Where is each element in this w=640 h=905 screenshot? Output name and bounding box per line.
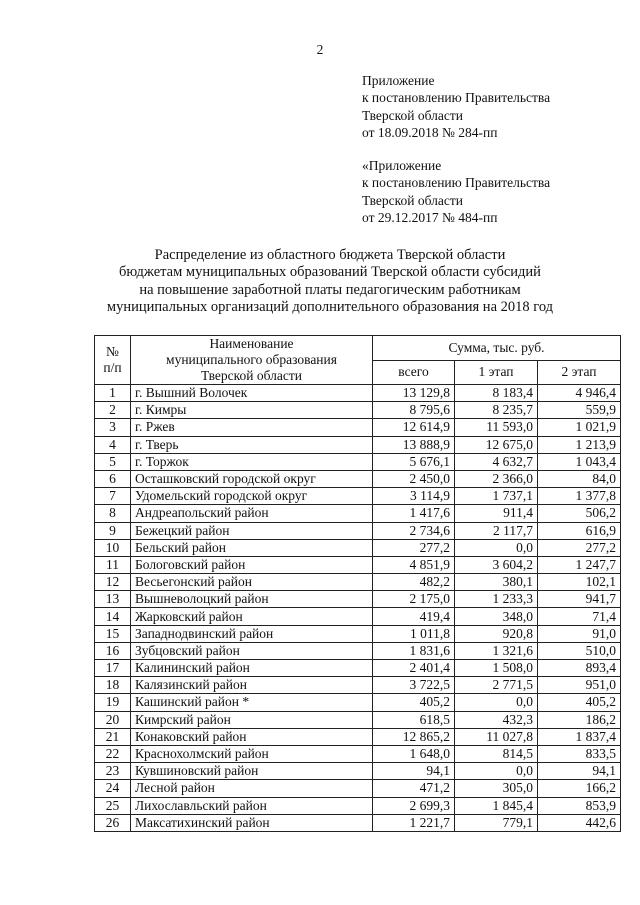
row-number: 21 <box>95 728 131 745</box>
municipality-name: Кимрский район <box>131 711 373 728</box>
municipality-name: Конаковский район <box>131 728 373 745</box>
amount-stage-2: 506,2 <box>538 505 621 522</box>
row-number: 11 <box>95 556 131 573</box>
municipality-name: Кашинский район * <box>131 694 373 711</box>
row-number: 22 <box>95 745 131 762</box>
appendix-line: «Приложение <box>362 158 442 173</box>
header-stage-2: 2 этап <box>538 360 621 385</box>
amount-total: 2 699,3 <box>373 797 455 814</box>
municipality-name: Лесной район <box>131 780 373 797</box>
amount-stage-1: 8 183,4 <box>455 385 538 402</box>
municipality-name: Максатихинский район <box>131 814 373 831</box>
municipality-name: г. Тверь <box>131 436 373 453</box>
table-row <box>95 402 621 419</box>
amount-stage-1: 12 675,0 <box>455 436 538 453</box>
header-name <box>131 336 373 385</box>
row-number: 10 <box>95 539 131 556</box>
amount-stage-2: 1 213,9 <box>538 436 621 453</box>
table-row <box>95 780 621 797</box>
appendix-line: к постановлению Правительства <box>362 90 551 106</box>
amount-stage-1: 0,0 <box>455 763 538 780</box>
amount-stage-1: 0,0 <box>455 694 538 711</box>
row-number: 5 <box>95 453 131 470</box>
table-row <box>95 711 621 728</box>
row-number: 15 <box>95 625 131 642</box>
amount-total: 5 676,1 <box>373 453 455 470</box>
amount-stage-2: 71,4 <box>538 608 621 625</box>
amount-stage-2: 616,9 <box>538 522 621 539</box>
amount-stage-2: 833,5 <box>538 745 621 762</box>
municipality-name: Зубцовский район <box>131 642 373 659</box>
amount-stage-1: 348,0 <box>455 608 538 625</box>
amount-stage-2: 559,9 <box>538 402 621 419</box>
amount-total: 8 795,6 <box>373 402 455 419</box>
municipality-name: г. Ржев <box>131 419 373 436</box>
amount-stage-1: 305,0 <box>455 780 538 797</box>
header-total: всего <box>373 360 455 385</box>
table-row <box>95 677 621 694</box>
amount-total: 2 734,6 <box>373 522 455 539</box>
amount-stage-2: 1 247,7 <box>538 556 621 573</box>
amount-stage-2: 510,0 <box>538 642 621 659</box>
amount-total: 12 614,9 <box>373 419 455 436</box>
table-row <box>95 539 621 556</box>
amount-stage-1: 779,1 <box>455 814 538 831</box>
amount-stage-1: 1 321,6 <box>455 642 538 659</box>
header-name-line: Тверской области <box>201 368 302 383</box>
municipality-name: Лихославльский район <box>131 797 373 814</box>
appendix-line: Тверской области <box>362 107 463 123</box>
table-row <box>95 642 621 659</box>
amount-stage-1: 11 027,8 <box>455 728 538 745</box>
amount-total: 618,5 <box>373 711 455 728</box>
document-title <box>60 247 600 317</box>
amount-stage-1: 0,0 <box>455 539 538 556</box>
municipality-name: Жарковский район <box>131 608 373 625</box>
row-number: 12 <box>95 574 131 591</box>
amount-total: 1 221,7 <box>373 814 455 831</box>
row-number: 14 <box>95 608 131 625</box>
row-number: 25 <box>95 797 131 814</box>
row-number: 3 <box>95 419 131 436</box>
header-sum: Сумма, тыс. руб. <box>373 336 621 361</box>
municipality-name: г. Вышний Волочек <box>131 385 373 402</box>
table-header-row <box>95 336 621 361</box>
table-row <box>95 660 621 677</box>
row-number: 20 <box>95 711 131 728</box>
amount-stage-1: 1 233,3 <box>455 591 538 608</box>
row-number: 1 <box>95 385 131 402</box>
amount-total: 12 865,2 <box>373 728 455 745</box>
table-body <box>95 385 621 832</box>
row-number: 8 <box>95 505 131 522</box>
table-row <box>95 814 621 831</box>
table-row <box>95 385 621 402</box>
amount-total: 277,2 <box>373 539 455 556</box>
municipality-name: Бельский район <box>131 539 373 556</box>
header-name-line: муниципального образования <box>166 352 337 367</box>
municipality-name: Калининский район <box>131 660 373 677</box>
table-row <box>95 556 621 573</box>
amount-stage-2: 1 043,4 <box>538 453 621 470</box>
municipality-name: Удомельский городской округ <box>131 488 373 505</box>
amount-stage-1: 8 235,7 <box>455 402 538 419</box>
title-line: Распределение из областного бюджета Тверской области <box>154 247 506 263</box>
municipality-name: г. Торжок <box>131 453 373 470</box>
appendix-line: от 29.12.2017 № 484-пп <box>362 210 498 226</box>
header-number-line: № <box>106 344 119 359</box>
amount-stage-2: 166,2 <box>538 780 621 797</box>
header-name-line: Наименование <box>209 336 294 351</box>
row-number: 2 <box>95 402 131 419</box>
amount-stage-1: 3 604,2 <box>455 556 538 573</box>
table-row <box>95 763 621 780</box>
table-row <box>95 797 621 814</box>
amount-stage-2: 405,2 <box>538 694 621 711</box>
amount-total: 1 417,6 <box>373 505 455 522</box>
amount-stage-2: 1 021,9 <box>538 419 621 436</box>
table-row <box>95 453 621 470</box>
municipality-name: Бологовский район <box>131 556 373 573</box>
amount-stage-1: 2 771,5 <box>455 677 538 694</box>
appendix-block-current <box>362 72 632 142</box>
amount-stage-2: 277,2 <box>538 539 621 556</box>
amount-total: 419,4 <box>373 608 455 625</box>
amount-stage-2: 91,0 <box>538 625 621 642</box>
amount-total: 13 129,8 <box>373 385 455 402</box>
row-number: 18 <box>95 677 131 694</box>
amount-stage-2: 893,4 <box>538 660 621 677</box>
amount-total: 1 011,8 <box>373 625 455 642</box>
amount-stage-1: 2 117,7 <box>455 522 538 539</box>
amount-total: 2 401,4 <box>373 660 455 677</box>
amount-total: 1 831,6 <box>373 642 455 659</box>
table-row <box>95 419 621 436</box>
amount-total: 3 114,9 <box>373 488 455 505</box>
amount-stage-1: 1 845,4 <box>455 797 538 814</box>
table-row <box>95 694 621 711</box>
subsidy-distribution-table <box>94 335 621 832</box>
page-number: 2 <box>316 42 324 57</box>
row-number: 6 <box>95 470 131 487</box>
amount-stage-2: 186,2 <box>538 711 621 728</box>
row-number: 16 <box>95 642 131 659</box>
appendix-line: от 18.09.2018 № 284-пп <box>362 125 498 141</box>
title-line: муниципальных организаций дополнительного образования на 2018 год <box>106 299 554 316</box>
amount-total: 2 450,0 <box>373 470 455 487</box>
amount-stage-2: 853,9 <box>538 797 621 814</box>
amount-stage-1: 1 508,0 <box>455 660 538 677</box>
amount-total: 471,2 <box>373 780 455 797</box>
amount-stage-1: 380,1 <box>455 574 538 591</box>
row-number: 13 <box>95 591 131 608</box>
amount-stage-2: 4 946,4 <box>538 385 621 402</box>
amount-stage-2: 102,1 <box>538 574 621 591</box>
row-number: 7 <box>95 488 131 505</box>
amount-stage-1: 814,5 <box>455 745 538 762</box>
table-row <box>95 505 621 522</box>
amount-stage-2: 84,0 <box>538 470 621 487</box>
header-number <box>95 336 131 385</box>
amount-stage-2: 951,0 <box>538 677 621 694</box>
title-line: на повышение заработной платы педагогическим работникам <box>139 281 521 298</box>
amount-stage-1: 432,3 <box>455 711 538 728</box>
appendix-line: Приложение <box>362 73 435 88</box>
row-number: 4 <box>95 436 131 453</box>
municipality-name: Калязинский район <box>131 677 373 694</box>
header-stage-1: 1 этап <box>455 360 538 385</box>
amount-total: 94,1 <box>373 763 455 780</box>
table-row <box>95 436 621 453</box>
amount-total: 2 175,0 <box>373 591 455 608</box>
amount-total: 3 722,5 <box>373 677 455 694</box>
table-row <box>95 745 621 762</box>
table-row <box>95 728 621 745</box>
amount-stage-1: 2 366,0 <box>455 470 538 487</box>
amount-stage-1: 1 737,1 <box>455 488 538 505</box>
amount-total: 482,2 <box>373 574 455 591</box>
row-number: 17 <box>95 660 131 677</box>
amount-stage-1: 911,4 <box>455 505 538 522</box>
municipality-name: Вышневолоцкий район <box>131 591 373 608</box>
amount-stage-1: 920,8 <box>455 625 538 642</box>
row-number: 19 <box>95 694 131 711</box>
table-row <box>95 591 621 608</box>
municipality-name: г. Кимры <box>131 402 373 419</box>
amount-stage-2: 442,6 <box>538 814 621 831</box>
amount-stage-2: 1 837,4 <box>538 728 621 745</box>
amount-total: 405,2 <box>373 694 455 711</box>
amount-stage-2: 94,1 <box>538 763 621 780</box>
amount-total: 1 648,0 <box>373 745 455 762</box>
amount-stage-2: 1 377,8 <box>538 488 621 505</box>
municipality-name: Бежецкий район <box>131 522 373 539</box>
amount-stage-1: 11 593,0 <box>455 419 538 436</box>
appendix-block-original <box>362 157 632 227</box>
amount-total: 13 888,9 <box>373 436 455 453</box>
title-line: бюджетам муниципальных образований Тверской области субсидий <box>119 264 541 281</box>
table-row <box>95 470 621 487</box>
row-number: 24 <box>95 780 131 797</box>
municipality-name: Краснохолмский район <box>131 745 373 762</box>
table-row <box>95 625 621 642</box>
municipality-name: Кувшиновский район <box>131 763 373 780</box>
amount-total: 4 851,9 <box>373 556 455 573</box>
row-number: 9 <box>95 522 131 539</box>
row-number: 26 <box>95 814 131 831</box>
appendix-line: к постановлению Правительства <box>362 175 551 191</box>
row-number: 23 <box>95 763 131 780</box>
municipality-name: Весьегонский район <box>131 574 373 591</box>
table-row <box>95 522 621 539</box>
table-row <box>95 608 621 625</box>
table-row <box>95 574 621 591</box>
amount-stage-1: 4 632,7 <box>455 453 538 470</box>
municipality-name: Осташковский городской округ <box>131 470 373 487</box>
table-row <box>95 488 621 505</box>
header-number-line: п/п <box>103 360 122 375</box>
municipality-name: Андреапольский район <box>131 505 373 522</box>
municipality-name: Западнодвинский район <box>131 625 373 642</box>
appendix-line: Тверской области <box>362 192 463 208</box>
amount-stage-2: 941,7 <box>538 591 621 608</box>
